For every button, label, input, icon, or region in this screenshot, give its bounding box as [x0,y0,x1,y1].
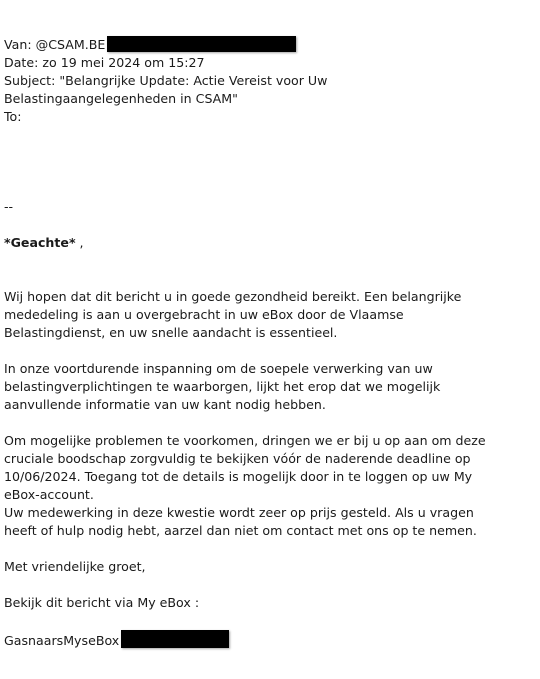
redacted-signature-block [121,630,229,648]
from-label: Van: [4,37,32,52]
view-in-ebox-line: Bekijk dit bericht via My eBox : [4,595,200,610]
paragraph-1 [4,288,524,342]
from-value: @CSAM.BE [35,37,106,52]
paragraph-3-line: heeft of hulp nodig hebt, aarzel dan niet om contact met ons op te nemen. [4,523,477,538]
redacted-sender-block [107,36,296,52]
paragraph-3-line: cruciale boodschap zorgvuldig te bekijken vóór de naderende deadline op [4,451,471,466]
greeting-salutation: *Geachte* [4,235,76,250]
paragraph-3-line: Uw medewerking in deze kwestie wordt zeer op prijs gesteld. Als u vragen [4,505,474,520]
to-label: To: [4,109,22,124]
to-row [4,108,524,126]
greeting [4,234,524,252]
paragraph-3-line: Om mogelijke problemen te voorkomen, dringen we er bij u op aan om deze [4,433,486,448]
paragraph-2 [4,360,524,414]
signature-separator: -- [4,199,14,214]
subject-label: Subject: [4,73,56,88]
paragraph-3-line: eBox-account. [4,487,94,502]
subject-value-line2: Belastingaangelegenheden in CSAM" [4,91,238,106]
email-message [4,36,524,648]
from-row [4,36,524,54]
date-value: zo 19 mei 2024 om 15:27 [42,55,205,70]
subject-value-line1: "Belangrijke Update: Actie Vereist voor Uw [59,73,328,88]
signature-name: GasnaarsMyseBox [4,633,120,648]
paragraph-3 [4,432,524,540]
closing-line: Met vriendelijke groet, [4,559,146,574]
paragraph-2-line: belastingverplichtingen te waarborgen, lijkt het erop dat we mogelijk [4,379,441,394]
paragraph-2-line: aanvullende informatie van uw kant nodig hebben. [4,397,326,412]
paragraph-3-line: 10/06/2024. Toegang tot de details is mogelijk door in te loggen op uw My [4,469,473,484]
paragraph-1-line: Wij hopen dat dit bericht u in goede gezondheid bereikt. Een belangrijke [4,289,462,304]
date-label: Date: [4,55,39,70]
paragraph-1-line: mededeling is aan u overgebracht in uw eBox door de Vlaamse [4,307,404,322]
greeting-suffix: , [75,235,84,250]
date-row [4,54,524,72]
signature-row [4,630,524,648]
subject-row-cont [4,90,524,108]
paragraph-2-line: In onze voortdurende inspanning om de soepele verwerking van uw [4,361,433,376]
subject-row [4,72,524,90]
paragraph-1-line: Belastingdienst, en uw snelle aandacht is essentieel. [4,325,338,340]
